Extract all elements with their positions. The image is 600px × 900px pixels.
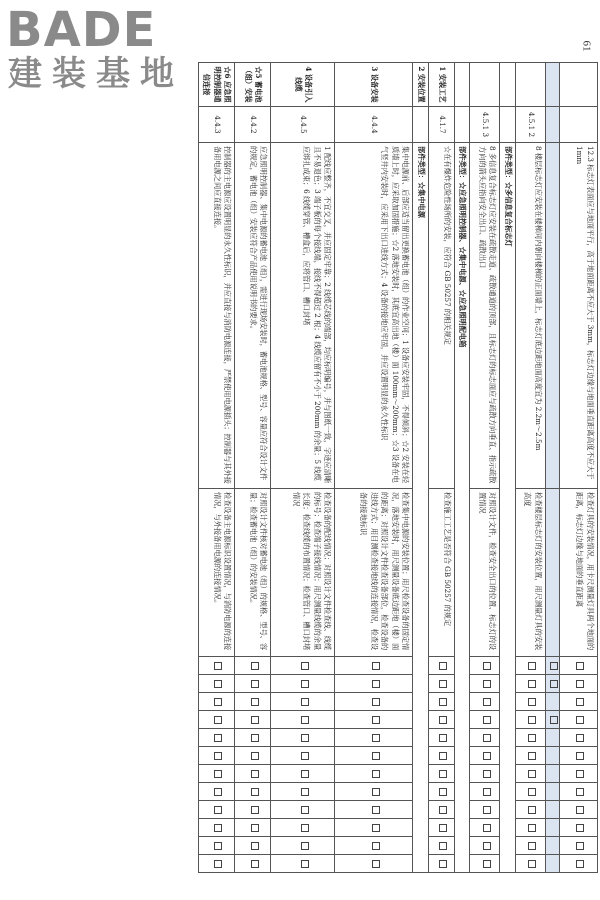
checkbox-cell [429,675,455,693]
checkbox[interactable] [251,770,259,778]
requirement-cell: 12.3 标志灯表面应与地面平行，高于地面距离不应大于 3mm，标志灯边缘与地面垂直距离高度不应大于 1mm [560,143,598,489]
checkbox-cell [235,783,271,801]
clause-code-cell: 4.5.1 2 [516,107,546,143]
checkbox-cell [199,729,236,747]
checkbox-cell [546,693,560,711]
checkbox[interactable] [251,842,259,850]
part-type-cell [560,63,598,107]
checkbox-cell [546,801,560,819]
checkbox-cell [470,819,500,837]
checkbox-cell [235,675,271,693]
checkbox[interactable] [372,716,380,724]
checkbox-cell [516,675,546,693]
checkbox[interactable] [439,716,447,724]
checkbox-cell [235,765,271,783]
checkbox-cell [470,747,500,765]
checkbox[interactable] [439,698,447,706]
checkbox-cell [429,657,455,675]
requirement-cell: 应急照明控制器、集中电源的蓄电池（组），需进行现场安装时，蓄电池规格、型号、容量应符合设计文件的规定，蓄电池（组）安装应符合产品使用说明书的要求。 [235,143,271,489]
clause-code-cell: 4.1.7 [429,107,455,143]
checkbox[interactable] [215,788,223,796]
checkbox[interactable] [215,662,223,670]
checkbox-cell [271,801,335,819]
requirement-cell [546,143,560,489]
table-row [546,63,560,873]
clause-code-cell: 4.5.1 3 [470,107,500,143]
clause-code-cell [413,107,429,143]
clause-code-cell [560,107,598,143]
checkbox-cell [560,693,598,711]
checkbox-cell [516,855,546,873]
clause-code-cell: 4.4.4 [335,107,413,143]
checkbox-cell [516,747,546,765]
checkbox-cell [560,765,598,783]
checkbox-cell [429,783,455,801]
checkbox-cell [271,747,335,765]
inspection-method-cell: 对照设计文件，检查安全出口的位置、标志灯的设置情况 [470,489,500,657]
checkbox-cell [199,675,236,693]
table-row [429,63,455,873]
checkbox[interactable] [576,770,584,778]
checkbox-cell [516,765,546,783]
table-row [470,63,500,873]
checkbox[interactable] [483,770,491,778]
checkbox-cell [546,675,560,693]
checkbox-cell [271,837,335,855]
checkbox[interactable] [251,752,259,760]
checkbox[interactable] [301,860,309,868]
checkbox[interactable] [483,734,491,742]
checkbox-cell [335,693,413,711]
checkbox[interactable] [372,824,380,832]
requirement-cell: 集中电源前、后部应适当留出更换蓄电池（组）的作业空间；1 设备应安装牢固，不得倾斜；☆2 安装在轻质墙上时，应采取加固措施；☆2 落地安装时，其底宜高出地（楼）面 100mm～200mm；☆3 设备在电气竖井内安装时，应采用下出口进线方式；4 设备的接地应牢固，并应设置明显的永久性标识 [335,143,413,489]
checkbox-cell [235,729,271,747]
checkbox-cell [516,729,546,747]
checkbox[interactable] [483,806,491,814]
clause-code-cell: 4.4.3 [199,107,236,143]
checkbox-cell [429,819,455,837]
checkbox-cell [271,729,335,747]
checkbox-cell [199,837,236,855]
checkbox-cell [199,693,236,711]
checkbox[interactable] [372,680,380,688]
inspection-method-cell: 检查楼层标志灯的安装位置，用尺测量灯具的安装高度 [516,489,546,657]
checkbox-cell [199,657,236,675]
table-row [335,63,413,873]
checkbox-cell [546,819,560,837]
checkbox[interactable] [251,824,259,832]
checkbox-cell [546,855,560,873]
checkbox[interactable] [528,824,536,832]
checkbox[interactable] [215,698,223,706]
checkbox[interactable] [372,788,380,796]
requirement-cell: 8 多信息复合标志灯应安装在疏散走道、疏散通道的顶部，且标志灯的标志面应与疏散方向垂直、指示疏散方向的箭头应指向安全出口、疏散出口 [470,143,500,489]
checkbox-cell [335,729,413,747]
checkbox-cell [235,819,271,837]
checkbox-cell [516,837,546,855]
checkbox[interactable] [372,806,380,814]
checkbox-cell [560,783,598,801]
checkbox-cell [335,837,413,855]
inspection-method-cell: 检查施工工艺是否符合 GB 50257 的规定 [429,489,455,657]
checkbox[interactable] [215,770,223,778]
checkbox-cell [429,855,455,873]
checkbox-cell [470,783,500,801]
checkbox-cell [560,675,598,693]
checkbox[interactable] [251,680,259,688]
part-type-cell: 2 安装位置 [413,63,429,107]
table-row [500,63,516,873]
checkbox-cell [546,765,560,783]
checkbox[interactable] [301,842,309,850]
inspection-method-cell: 检查集中电源的安装位置；用尺检查设备的固定情况，落地安装时，用尺测量设备底边距地（楼）面的距离；对照设计文件检查设备部位，检查设备的进线方式；用目测检查接地线的连接情况，检查设备的接地标识 [335,489,413,657]
checkbox[interactable] [483,680,491,688]
checkbox-cell [560,657,598,675]
checkbox[interactable] [301,770,309,778]
table-row [413,63,429,873]
checkbox-cell [546,657,560,675]
checkbox-cell [429,693,455,711]
checkbox-cell [235,711,271,729]
checkbox-cell [560,747,598,765]
checkbox[interactable] [215,860,223,868]
checkbox-cell [429,747,455,765]
section-heading-cell: 部件类型：☆集中电源 [413,143,429,873]
requirement-cell: 8 楼层标志灯应安装在楼梯间内朝向楼梯的正面墙上，标志灯底边距地面高度宜为 2.2m～2.5m [516,143,546,489]
checkbox-cell [335,855,413,873]
part-type-cell: ☆5 蓄电池（组）安装 [235,63,271,107]
checkbox-cell [271,657,335,675]
checkbox-cell [271,675,335,693]
checkbox[interactable] [251,860,259,868]
checkbox[interactable] [528,806,536,814]
checkbox-cell [335,801,413,819]
checkbox-cell [560,711,598,729]
rotated-checklist-table [76,62,598,872]
checkbox[interactable] [528,860,536,868]
checkbox-cell [335,783,413,801]
checkbox-cell [271,711,335,729]
checkbox[interactable] [576,842,584,850]
clause-code-cell [546,107,560,143]
checkbox[interactable] [439,860,447,868]
checkbox[interactable] [576,734,584,742]
checkbox[interactable] [301,734,309,742]
checkbox-cell [470,855,500,873]
checkbox-cell [429,711,455,729]
checkbox[interactable] [439,752,447,760]
checkbox-cell [271,765,335,783]
section-heading-cell: 部件类型：☆多信息复合标志灯 [500,143,516,873]
checkbox[interactable] [483,788,491,796]
checkbox[interactable] [439,806,447,814]
part-type-cell [546,63,560,107]
checkbox[interactable] [483,752,491,760]
part-type-cell [455,63,471,107]
checkbox-cell [235,801,271,819]
checkbox-cell [335,675,413,693]
checkbox-cell [235,855,271,873]
checkbox-cell [470,657,500,675]
checkbox-cell [470,801,500,819]
checkbox-cell [271,783,335,801]
checkbox[interactable] [372,770,380,778]
table-row [455,63,471,873]
checkbox[interactable] [528,770,536,778]
checkbox[interactable] [215,680,223,688]
checkbox-cell [429,801,455,819]
checkbox[interactable] [576,698,584,706]
part-type-cell: ☆6 应急照明控制器通信连接 [199,63,236,107]
checkbox-cell [470,711,500,729]
page-number: 61 [580,40,593,52]
checkbox-cell [560,855,598,873]
checkbox-cell [516,783,546,801]
checkbox[interactable] [576,752,584,760]
checkbox-cell [516,711,546,729]
checkbox-cell [516,693,546,711]
checkbox-cell [470,765,500,783]
checkbox-cell [235,837,271,855]
logo-text-cn: 建装基地 [8,54,184,94]
section-heading-cell: 部件类型：☆应急照明控制器、☆集中电源、☆应急照明配电箱 [455,143,471,873]
checkbox-cell [271,855,335,873]
checkbox-cell [470,675,500,693]
checkbox-cell [560,837,598,855]
checkbox-cell [546,747,560,765]
checkbox[interactable] [301,680,309,688]
checkbox-cell [470,693,500,711]
checkbox[interactable] [483,824,491,832]
checkbox[interactable] [550,680,558,688]
checkbox-cell [429,729,455,747]
checkbox[interactable] [528,680,536,688]
checkbox[interactable] [483,716,491,724]
checkbox-cell [546,837,560,855]
requirement-cell: 控制器的主电源应设置明显的永久性标识，并应直接与消防电源连接，严禁使用电源插头；控制器与其外接备用电源之间应直接连接。 [199,143,236,489]
clause-code-cell: 4.4.2 [235,107,271,143]
checkbox[interactable] [215,824,223,832]
checkbox-cell [429,765,455,783]
checkbox[interactable] [439,734,447,742]
checkbox-cell [199,711,236,729]
inspection-method-cell: 对照设计文件核对蓄电池（组）的规格、型号、容量；检查蓄电池（组）的安装情况。 [235,489,271,657]
checkbox-cell [199,747,236,765]
inspection-table [198,62,598,873]
table-row [560,63,598,873]
inspection-method-cell [546,489,560,657]
checkbox[interactable] [483,662,491,670]
part-type-cell: 4 设备引入线缆 [271,63,335,107]
checkbox-cell [516,657,546,675]
inspection-method-cell: 检查设备的配线情况；对照设计文件检查线、线缆的标号；检查端子接线情况；用尺测量线缆的余量长度；检查线缆的布置情况；检查管口、槽口封堵情况 [271,489,335,657]
part-type-cell [516,63,546,107]
checkbox[interactable] [576,680,584,688]
checkbox-cell [335,747,413,765]
checkbox[interactable] [301,716,309,724]
checkbox-cell [199,801,236,819]
inspection-method-cell: 检查设备主电源标识设置情况，与消防电源的连接情况，与外接备用电源的连接情况。 [199,489,236,657]
checkbox[interactable] [439,770,447,778]
checkbox[interactable] [215,716,223,724]
checkbox[interactable] [301,752,309,760]
checkbox[interactable] [576,788,584,796]
checkbox-cell [235,693,271,711]
checkbox[interactable] [576,806,584,814]
checkbox[interactable] [483,698,491,706]
requirement-cell: ☆在有爆炸危险性场所的安装，应符合 GB 50257 的相关规定 [429,143,455,489]
checkbox[interactable] [439,824,447,832]
checkbox[interactable] [215,752,223,760]
table-row [271,63,335,873]
checkbox-cell [470,729,500,747]
checkbox[interactable] [251,788,259,796]
checkbox[interactable] [301,788,309,796]
checkbox-cell [335,711,413,729]
checkbox-cell [199,765,236,783]
checkbox-cell [271,819,335,837]
inspection-method-cell: 检查灯具的安装情况，用卡尺测量灯具两个地面的距离，标志灯边缘与地面的垂直距离 [560,489,598,657]
checkbox[interactable] [251,806,259,814]
checkbox-cell [335,765,413,783]
checkbox[interactable] [439,680,447,688]
checkbox[interactable] [576,824,584,832]
checkbox-cell [199,783,236,801]
checkbox[interactable] [301,698,309,706]
checkbox-cell [271,693,335,711]
checkbox[interactable] [528,788,536,796]
requirement-cell: 1 配线应整齐，不宜交叉，并应固定牢靠；2 线缆芯线的端部，均应标明编号，并与图纸一致，字迹应清晰且不易退色；3 端子板的每个接线端，接线不得超过 2 根；4 线缆应留有不小于 200mm 的余量；5 线缆应绑扎成束；6 线缆穿管、槽盒后，应将管口、槽口封堵 [271,143,335,489]
checkbox-cell [560,729,598,747]
part-type-cell [470,63,500,107]
checkbox-cell [335,819,413,837]
checkbox[interactable] [372,662,380,670]
table-row [235,63,271,873]
checkbox[interactable] [576,860,584,868]
checkbox[interactable] [528,752,536,760]
checkbox[interactable] [372,698,380,706]
part-type-cell: 1 安装工艺 [429,63,455,107]
checkbox[interactable] [215,842,223,850]
checkbox-cell [546,783,560,801]
checkbox[interactable] [576,716,584,724]
checkbox[interactable] [439,788,447,796]
checkbox[interactable] [528,662,536,670]
checkbox[interactable] [251,734,259,742]
checkbox[interactable] [301,806,309,814]
checkbox[interactable] [301,824,309,832]
checkbox-cell [335,657,413,675]
table-row [199,63,236,873]
checkbox-cell [199,855,236,873]
checkbox[interactable] [251,662,259,670]
part-type-cell: 3 设备安装 [335,63,413,107]
checkbox[interactable] [576,662,584,670]
checkbox-cell [546,711,560,729]
checkbox[interactable] [372,752,380,760]
checkbox[interactable] [215,806,223,814]
checkbox[interactable] [528,734,536,742]
checkbox[interactable] [550,662,558,670]
checkbox[interactable] [550,716,558,724]
checkbox[interactable] [215,734,223,742]
checkbox[interactable] [483,860,491,868]
checkbox[interactable] [372,860,380,868]
checkbox[interactable] [372,842,380,850]
checkbox-cell [516,819,546,837]
clause-code-cell [455,107,471,143]
checkbox-cell [235,747,271,765]
checkbox[interactable] [528,842,536,850]
checkbox[interactable] [439,842,447,850]
checkbox-cell [235,657,271,675]
checkbox[interactable] [483,842,491,850]
checkbox[interactable] [251,716,259,724]
table-row [516,63,546,873]
checkbox-cell [546,729,560,747]
checkbox[interactable] [301,662,309,670]
logo-text-en: BADE [6,2,157,58]
checkbox-cell [199,819,236,837]
part-type-cell [500,63,516,107]
clause-code-cell: 4.4.5 [271,107,335,143]
checkbox-cell [470,837,500,855]
checkbox-cell [429,837,455,855]
checkbox[interactable] [528,698,536,706]
checkbox[interactable] [372,734,380,742]
clause-code-cell [500,107,516,143]
checkbox-cell [560,819,598,837]
checkbox[interactable] [528,716,536,724]
checkbox-cell [516,801,546,819]
checkbox-cell [560,801,598,819]
checkbox[interactable] [439,662,447,670]
checkbox[interactable] [251,698,259,706]
